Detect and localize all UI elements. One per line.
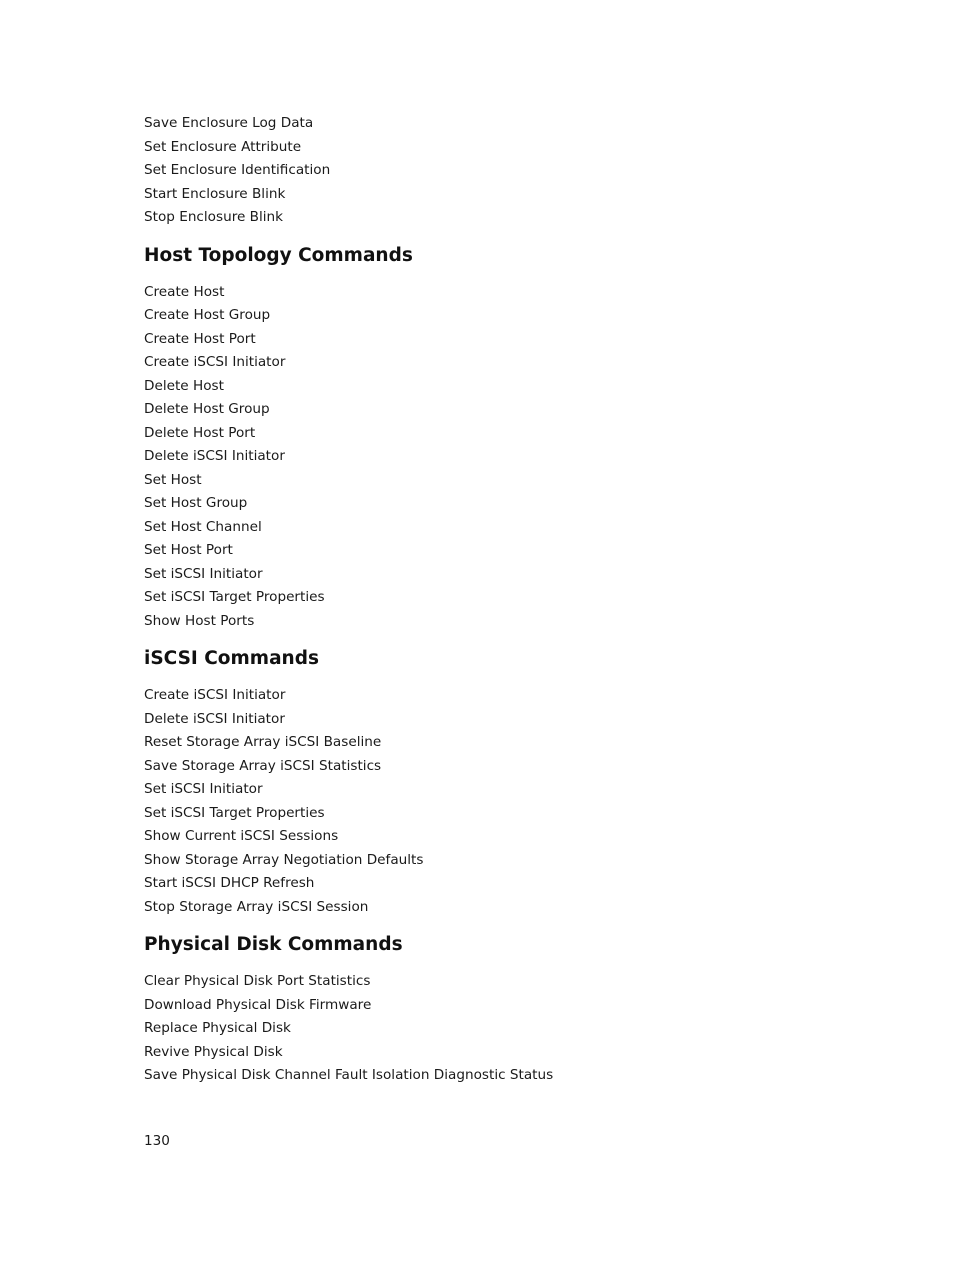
page-number: 130 bbox=[144, 1133, 170, 1149]
command-list-item: Save Enclosure Log Data bbox=[144, 115, 314, 131]
command-list-item: Set Enclosure Attribute bbox=[144, 138, 302, 155]
command-list-item: Download Physical Disk Firmware bbox=[144, 996, 372, 1013]
command-list-item: Set iSCSI Target Properties bbox=[144, 589, 325, 605]
command-list-item: Replace Physical Disk bbox=[144, 1020, 291, 1036]
command-section bbox=[144, 933, 844, 1088]
section-heading: Host Topology Commands bbox=[144, 244, 413, 266]
command-list-item: Delete Host bbox=[144, 377, 224, 394]
command-list-item: Start Enclosure Blink bbox=[144, 185, 286, 202]
command-list-item: Delete Host Port bbox=[144, 424, 256, 441]
command-list-item: Reset Storage Array iSCSI Baseline bbox=[144, 734, 382, 750]
command-list-item: Stop Storage Array iSCSI Session bbox=[144, 898, 369, 915]
command-list-item: Delete Host Group bbox=[144, 401, 270, 417]
command-list-item: Stop Enclosure Blink bbox=[144, 209, 284, 225]
command-list-item: Set iSCSI Initiator bbox=[144, 781, 263, 797]
command-list-item: Revive Physical Disk bbox=[144, 1043, 283, 1060]
command-list-item: Create Host bbox=[144, 283, 225, 300]
command-list-item: Save Storage Array iSCSI Statistics bbox=[144, 757, 382, 774]
command-list-item: Set iSCSI Target Properties bbox=[144, 804, 325, 821]
command-list-item: Show Current iSCSI Sessions bbox=[144, 828, 339, 844]
command-list-item: Delete iSCSI Initiator bbox=[144, 448, 285, 464]
document-body bbox=[144, 112, 844, 1088]
command-section bbox=[144, 112, 844, 230]
command-list-item: Create Host Group bbox=[144, 307, 271, 323]
command-list-item: Show Host Ports bbox=[144, 612, 255, 629]
command-list-item: Set Enclosure Identification bbox=[144, 162, 331, 178]
section-heading: iSCSI Commands bbox=[144, 648, 319, 669]
command-list-item: Show Storage Array Negotiation Defaults bbox=[144, 851, 424, 868]
section-heading: Physical Disk Commands bbox=[144, 934, 403, 955]
command-list-item: Set Host Channel bbox=[144, 518, 262, 535]
command-list-item: Set Host Port bbox=[144, 542, 233, 558]
command-section bbox=[144, 647, 844, 919]
command-list-item: Set Host bbox=[144, 471, 202, 488]
command-list-item: Delete iSCSI Initiator bbox=[144, 710, 285, 727]
command-list-item: Create iSCSI Initiator bbox=[144, 687, 286, 703]
command-list-item: Set Host Group bbox=[144, 495, 248, 511]
command-list-item: Create Host Port bbox=[144, 330, 256, 347]
command-list-item: Create iSCSI Initiator bbox=[144, 354, 286, 370]
command-list-item: Clear Physical Disk Port Statistics bbox=[144, 973, 371, 989]
command-section bbox=[144, 244, 844, 634]
command-list-item: Set iSCSI Initiator bbox=[144, 565, 263, 582]
command-list-item: Save Physical Disk Channel Fault Isolation Diagnostic Status bbox=[144, 1067, 554, 1083]
command-list-item: Start iSCSI DHCP Refresh bbox=[144, 875, 315, 891]
